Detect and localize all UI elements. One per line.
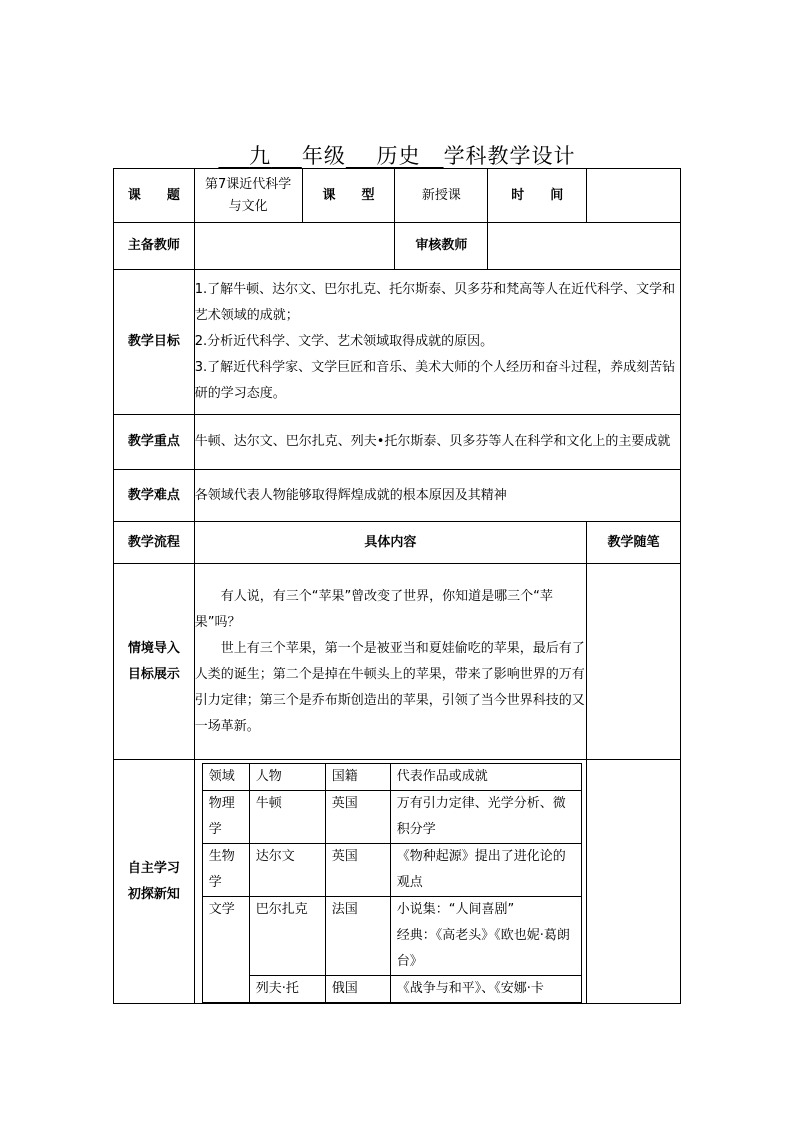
work-cell: 《物种起源》提出了进化论的观点 bbox=[390, 844, 581, 897]
process-header-row bbox=[114, 522, 681, 564]
work-cell: 万有引力定律、光学分析、微积分学 bbox=[390, 791, 581, 844]
title-suffix: 学科教学设计 bbox=[443, 144, 576, 168]
intro-paragraph: 世上有三个苹果，第一个是被亚当和夏娃偷吃的苹果，最后有了人类的诞生；第二个是掉在牛顿头上的苹果，带来了影响世界的万有引力定律；第三个是乔布斯创造出的苹果，引领了当今世界科技的又一场革新。 bbox=[194, 641, 585, 734]
subject-value: 历史 bbox=[376, 144, 421, 168]
review-teacher-value bbox=[488, 223, 681, 270]
field-cell: 生物学 bbox=[202, 844, 249, 897]
self-study-label-line2: 初探新知 bbox=[127, 886, 180, 902]
lesson-label: 课 题 bbox=[114, 169, 195, 223]
nation-cell: 俄国 bbox=[325, 976, 390, 1003]
intro-label-line1: 情境导入 bbox=[127, 640, 180, 656]
table-row bbox=[202, 844, 581, 897]
work-cell: 《战争与和平》、《安娜·卡 bbox=[390, 976, 581, 1003]
person-cell: 达尔文 bbox=[249, 844, 325, 897]
main-teacher-label: 主备教师 bbox=[114, 223, 195, 270]
time-value bbox=[587, 169, 681, 223]
intro-content bbox=[194, 564, 586, 760]
objective-item: 1.了解牛顿、达尔文、巴尔扎克、托尔斯泰、贝多芬和梵高等人在近代科学、文学和艺术领域的成就； bbox=[194, 282, 676, 323]
work-cell bbox=[390, 897, 581, 976]
nation-cell: 法国 bbox=[325, 897, 390, 976]
lesson-value: 第7课近代科学与文化 bbox=[194, 169, 302, 223]
figures-header-cell: 代表作品或成就 bbox=[390, 764, 581, 791]
grade-suffix: 年级 bbox=[301, 144, 346, 168]
work-line: 小说集：“人间喜剧” bbox=[396, 902, 515, 917]
difficulties-row bbox=[114, 470, 681, 522]
process-label: 教学流程 bbox=[114, 522, 195, 564]
self-study-label bbox=[114, 760, 195, 1004]
key-points-row bbox=[114, 415, 681, 470]
self-study-label-line1: 自主学习 bbox=[127, 860, 180, 876]
nation-cell: 英国 bbox=[325, 844, 390, 897]
figures-header-row bbox=[202, 764, 581, 791]
teacher-row bbox=[114, 223, 681, 270]
main-teacher-value bbox=[194, 223, 395, 270]
key-points-content: 牛顿、达尔文、巴尔扎克、列夫•托尔斯泰、贝多芬等人在科学和文化上的主要成就 bbox=[194, 415, 680, 470]
time-label: 时 间 bbox=[488, 169, 587, 223]
self-study-content bbox=[194, 760, 586, 1004]
intro-label-line2: 目标展示 bbox=[127, 666, 180, 682]
person-cell: 巴尔扎克 bbox=[249, 897, 325, 976]
page-title bbox=[0, 140, 794, 170]
lesson-row bbox=[114, 169, 681, 223]
objective-item: 3.了解近代科学家、文学巨匠和音乐、美术大师的个人经历和奋斗过程，养成刻苦钻研的学习态度。 bbox=[194, 360, 676, 401]
field-cell: 文学 bbox=[202, 897, 249, 1003]
objectives-row bbox=[114, 270, 681, 415]
difficulties-content: 各领域代表人物能够取得辉煌成就的根本原因及其精神 bbox=[194, 470, 680, 522]
figures-header-cell: 人物 bbox=[249, 764, 325, 791]
person-cell: 牛顿 bbox=[249, 791, 325, 844]
self-study-notes bbox=[587, 760, 681, 1004]
intro-row bbox=[114, 564, 681, 760]
intro-notes bbox=[587, 564, 681, 760]
key-points-label: 教学重点 bbox=[114, 415, 195, 470]
work-line: 经典：《高老头》《欧也妮·葛朗台》 bbox=[396, 928, 570, 969]
self-study-row bbox=[114, 760, 681, 1004]
type-label: 课 型 bbox=[302, 169, 395, 223]
intro-label bbox=[114, 564, 195, 760]
table-row bbox=[202, 791, 581, 844]
review-teacher-label: 审核教师 bbox=[395, 223, 488, 270]
lesson-plan-table bbox=[113, 168, 681, 1004]
content-header: 具体内容 bbox=[194, 522, 586, 564]
objectives-content bbox=[194, 270, 680, 415]
nation-cell: 英国 bbox=[325, 791, 390, 844]
table-row bbox=[202, 897, 581, 976]
intro-paragraph: 有人说，有三个“苹果”曾改变了世界，你知道是哪三个“苹果”吗？ bbox=[194, 589, 553, 630]
difficulties-label: 教学难点 bbox=[114, 470, 195, 522]
objective-item: 2.分析近代科学、文学、艺术领域取得成就的原因。 bbox=[194, 334, 494, 349]
figures-header-cell: 领域 bbox=[202, 764, 249, 791]
field-cell: 物理学 bbox=[202, 791, 249, 844]
table-row bbox=[202, 976, 581, 1003]
figures-table bbox=[202, 763, 582, 1003]
notes-header: 教学随笔 bbox=[587, 522, 681, 564]
person-cell: 列夫·托 bbox=[249, 976, 325, 1003]
type-value: 新授课 bbox=[395, 169, 488, 223]
grade-value: 九 bbox=[249, 144, 272, 168]
objectives-label: 教学目标 bbox=[114, 270, 195, 415]
figures-header-cell: 国籍 bbox=[325, 764, 390, 791]
